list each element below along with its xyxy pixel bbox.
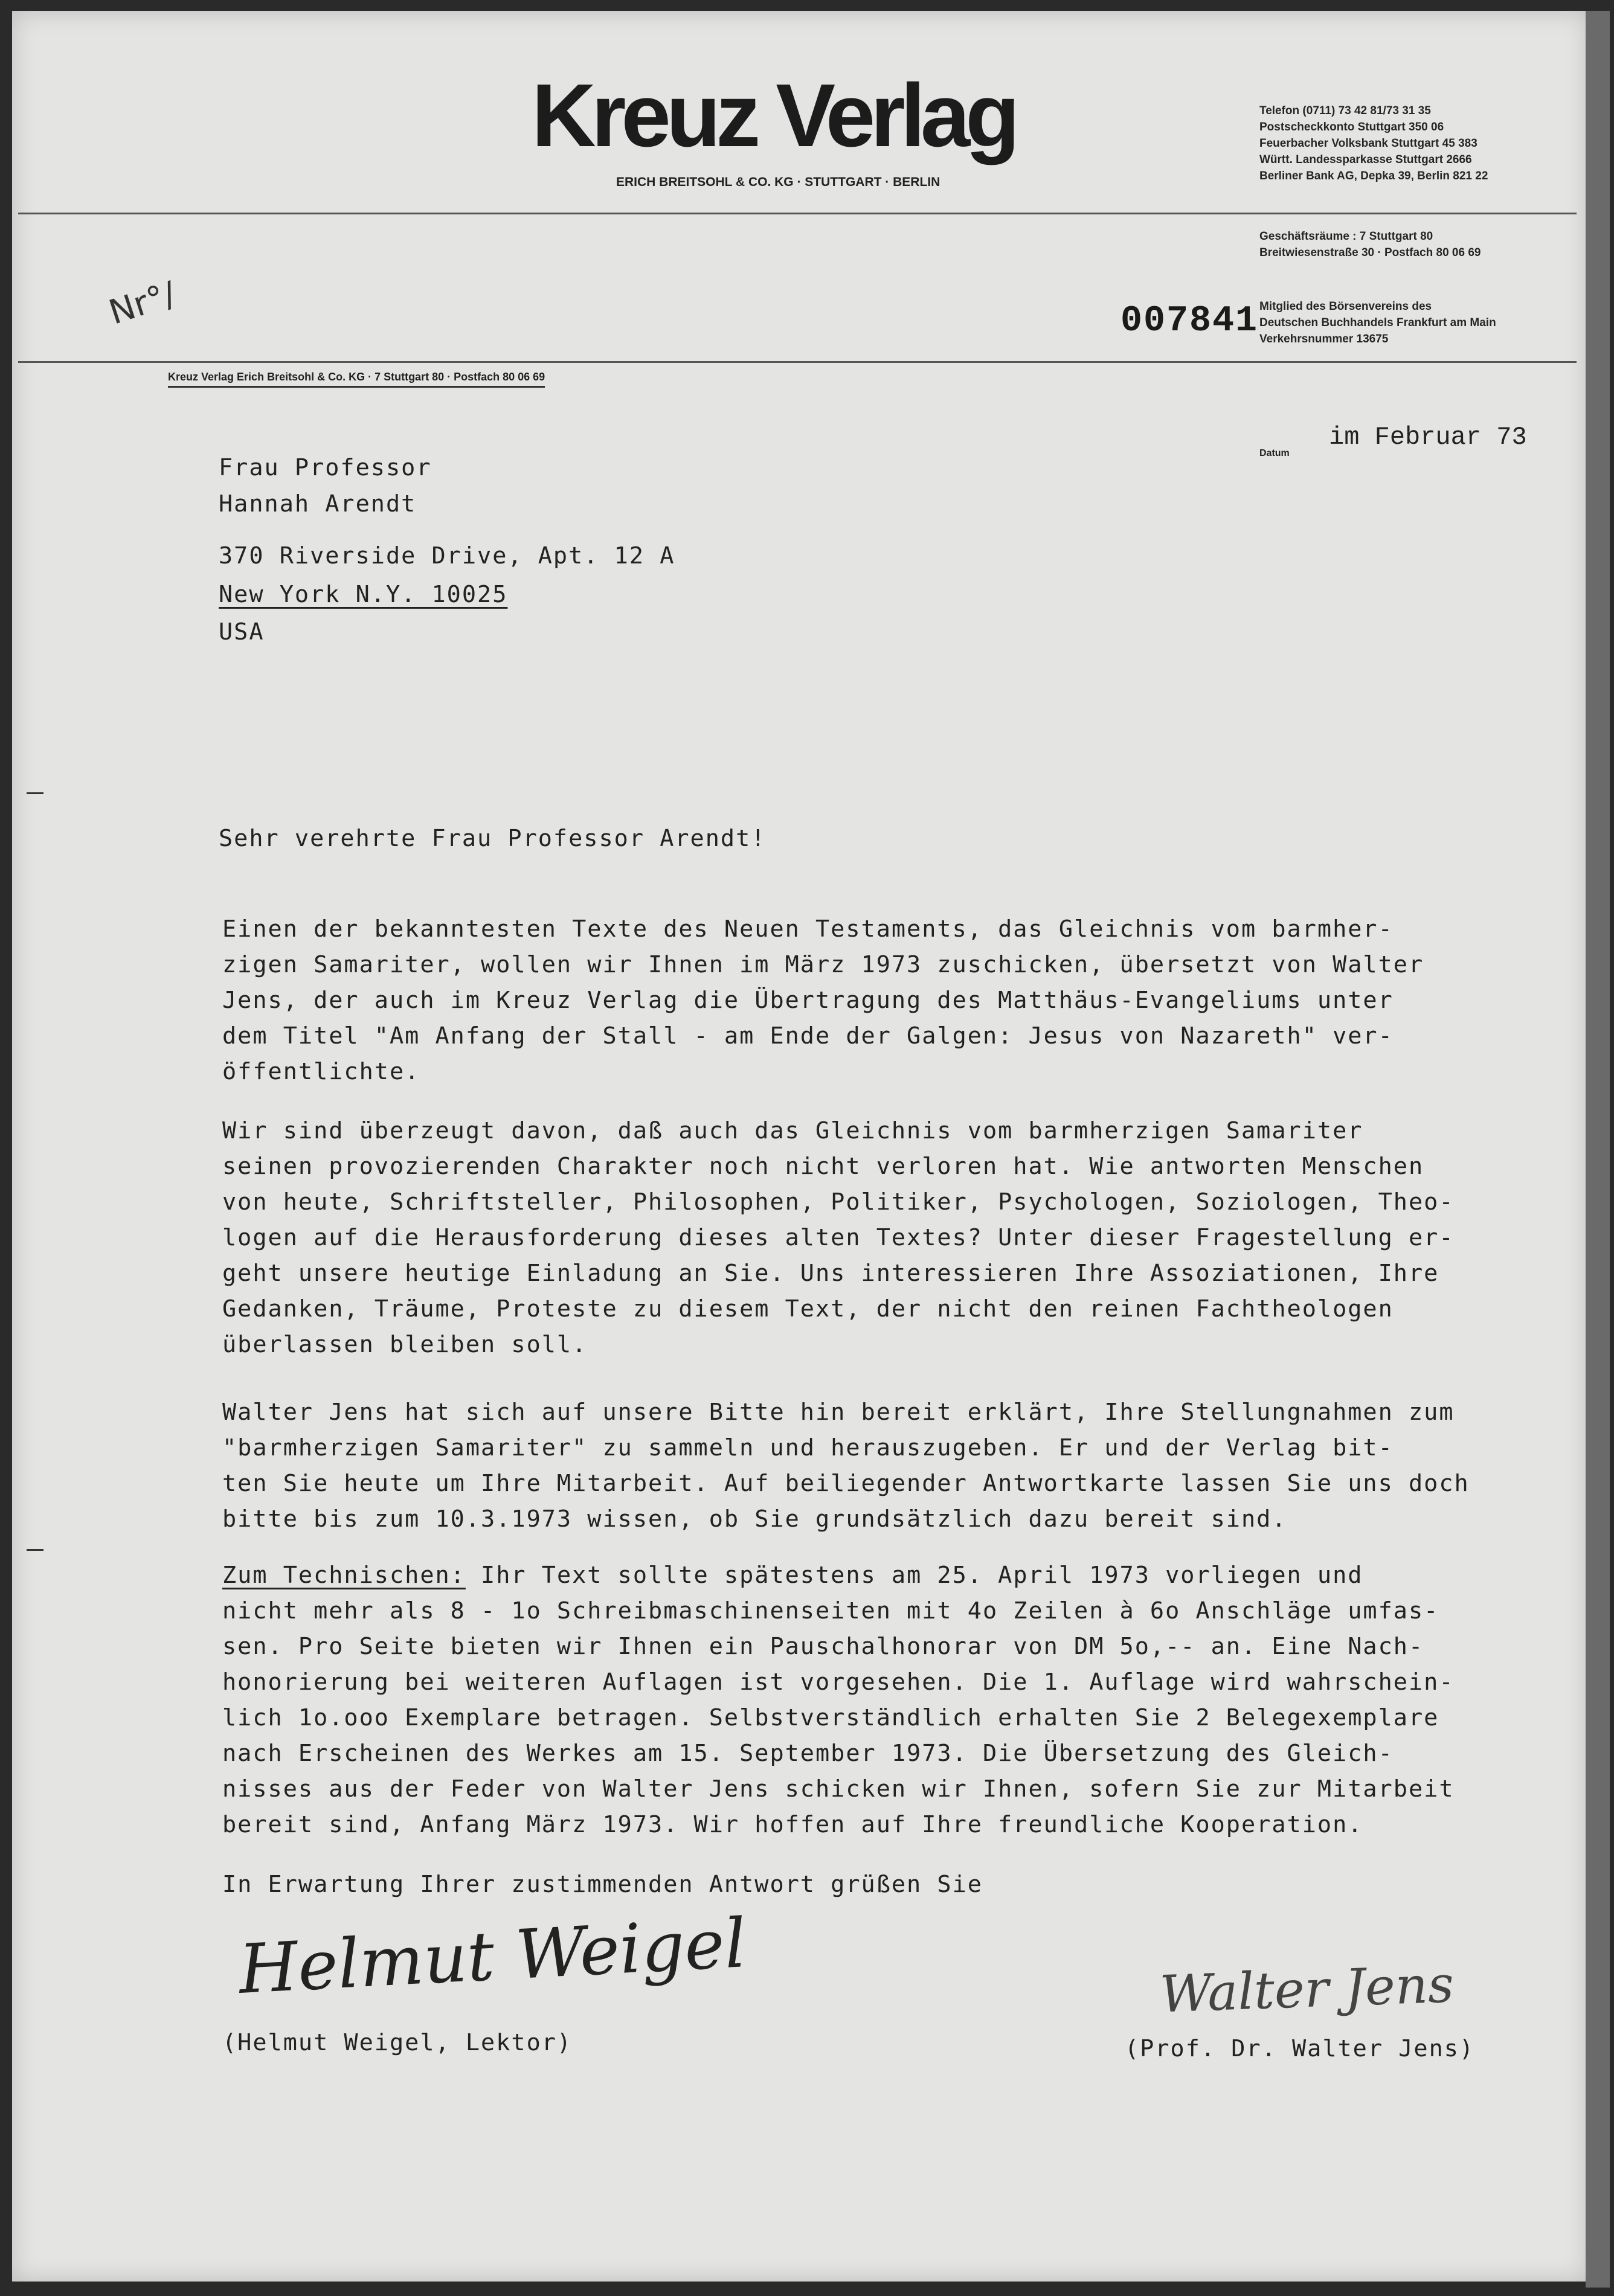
publisher-subtitle: ERICH BREITSOHL & CO. KG · STUTTGART · BERLIN — [616, 175, 940, 189]
text-line: bitte bis zum 10.3.1973 wissen, ob Sie grundsätzlich dazu bereit sind. — [222, 1506, 1287, 1533]
office-address-line: Geschäftsräume : 7 Stuttgart 80 — [1259, 230, 1433, 243]
text-line: von heute, Schriftsteller, Philosophen, Politiker, Psychologen, Soziologen, Theo- — [222, 1188, 1455, 1216]
contact-line: Berliner Bank AG, Depka 39, Berlin 821 22 — [1259, 170, 1488, 182]
contact-block — [1259, 103, 1488, 184]
text-line: öffentlichte. — [222, 1058, 420, 1085]
sheet-edge — [1586, 11, 1610, 2288]
return-address-line: Kreuz Verlag Erich Breitsohl & Co. KG · 7 Stuttgart 80 · Postfach 80 06 69 — [168, 371, 545, 388]
text-line: "barmherzigen Samariter" zu sammeln und herauszugeben. Er und der Verlag bit- — [222, 1434, 1394, 1461]
membership-line: Verkehrsnummer 13675 — [1259, 333, 1389, 345]
office-address-block — [1259, 228, 1481, 261]
signer-name-jens: (Prof. Dr. Walter Jens) — [1125, 2035, 1475, 2062]
text-line: Jens, der auch im Kreuz Verlag die Übertragung des Matthäus-Evangeliums unter — [222, 987, 1394, 1014]
recipient-line: Frau Professor — [219, 454, 432, 481]
text-line: geht unsere heutige Einladung an Sie. Uns interessieren Ihre Assoziationen, Ihre — [222, 1260, 1439, 1287]
header-rule-top — [18, 213, 1577, 214]
text-run: Ihr Text sollte spätestens am 25. April 1973 vorliegen und — [465, 1562, 1363, 1589]
text-line: logen auf die Herausforderung dieses alten Textes? Unter dieser Fragestellung er- — [222, 1224, 1455, 1251]
letter-date: im Februar 73 — [1329, 423, 1527, 452]
contact-line: Postscheckkonto Stuttgart 350 06 — [1259, 121, 1444, 133]
contact-line: Württ. Landessparkasse Stuttgart 2666 — [1259, 153, 1472, 166]
recipient-line: New York N.Y. 10025 — [219, 581, 508, 608]
text-line: nicht mehr als 8 - 1o Schreibmaschinenseiten mit 4o Zeilen à 6o Anschläge umfas- — [222, 1597, 1439, 1624]
signature-weigel: Helmut Weigel — [237, 1904, 748, 2009]
salutation: Sehr verehrte Frau Professor Arendt! — [219, 825, 767, 852]
document-number: 007841 — [1120, 301, 1259, 342]
recipient-line: Hannah Arendt — [219, 490, 417, 518]
text-line: Gedanken, Träume, Proteste zu diesem Text, der nicht den reinen Fachtheologen — [222, 1295, 1394, 1323]
text-line: bereit sind, Anfang März 1973. Wir hoffen auf Ihre freundliche Kooperation. — [222, 1811, 1363, 1838]
membership-block — [1259, 298, 1496, 347]
text-line: seinen provozierenden Charakter noch nicht verloren hat. Wie antworten Menschen — [222, 1153, 1424, 1180]
header-rule-bottom — [18, 361, 1577, 363]
text-line — [222, 1562, 1363, 1589]
text-line: Wir sind überzeugt davon, daß auch das Gleichnis vom barmherzigen Samariter — [222, 1117, 1363, 1144]
text-line: honorierung bei weiteren Auflagen ist vorgesehen. Die 1. Auflage wird wahrschein- — [222, 1669, 1455, 1696]
text-line: überlassen bleiben soll. — [222, 1331, 588, 1358]
text-line: Walter Jens hat sich auf unsere Bitte hin bereit erklärt, Ihre Stellungnahmen zum — [222, 1399, 1455, 1426]
recipient-line: 370 Riverside Drive, Apt. 12 A — [219, 542, 675, 569]
closing-line: In Erwartung Ihrer zustimmenden Antwort grüßen Sie — [222, 1871, 983, 1898]
contact-line: Feuerbacher Volksbank Stuttgart 45 383 — [1259, 137, 1477, 150]
signature-jens: Walter Jens — [1159, 1954, 1455, 2024]
date-label: Datum — [1259, 448, 1290, 458]
text-line: ten Sie heute um Ihre Mitarbeit. Auf beiliegender Antwortkarte lassen Sie uns doch — [222, 1470, 1470, 1497]
publisher-logo: Kreuz Verlag — [532, 66, 1015, 165]
text-line: lich 1o.ooo Exemplare betragen. Selbstverständlich erhalten Sie 2 Belegexemplare — [222, 1704, 1439, 1731]
membership-line: Deutschen Buchhandels Frankfurt am Main — [1259, 316, 1496, 329]
text-line: zigen Samariter, wollen wir Ihnen im März 1973 zuschicken, übersetzt von Walter — [222, 951, 1424, 978]
office-address-line: Breitwiesenstraße 30 · Postfach 80 06 69 — [1259, 246, 1481, 259]
handwritten-mark: Nr°/ — [104, 274, 181, 333]
recipient-line: USA — [219, 618, 265, 646]
signer-name-weigel: (Helmut Weigel, Lektor) — [222, 2029, 573, 2056]
text-line: sen. Pro Seite bieten wir Ihnen ein Pauschalhonorar von DM 5o,-- an. Eine Nach- — [222, 1633, 1424, 1660]
membership-line: Mitglied des Börsenvereins des — [1259, 300, 1432, 313]
text-line: nisses aus der Feder von Walter Jens schicken wir Ihnen, sofern Sie zur Mitarbeit — [222, 1775, 1455, 1803]
text-line: dem Titel "Am Anfang der Stall - am Ende der Galgen: Jesus von Nazareth" ver- — [222, 1022, 1394, 1050]
text-line: Einen der bekanntesten Texte des Neuen Testaments, das Gleichnis vom barmher- — [222, 916, 1394, 943]
margin-tick — [27, 792, 43, 794]
margin-tick — [27, 1549, 43, 1551]
section-heading: Zum Technischen: — [222, 1562, 466, 1589]
text-line: nach Erscheinen des Werkes am 15. September 1973. Die Übersetzung des Gleich- — [222, 1740, 1394, 1767]
contact-line: Telefon (0711) 73 42 81/73 31 35 — [1259, 104, 1431, 117]
